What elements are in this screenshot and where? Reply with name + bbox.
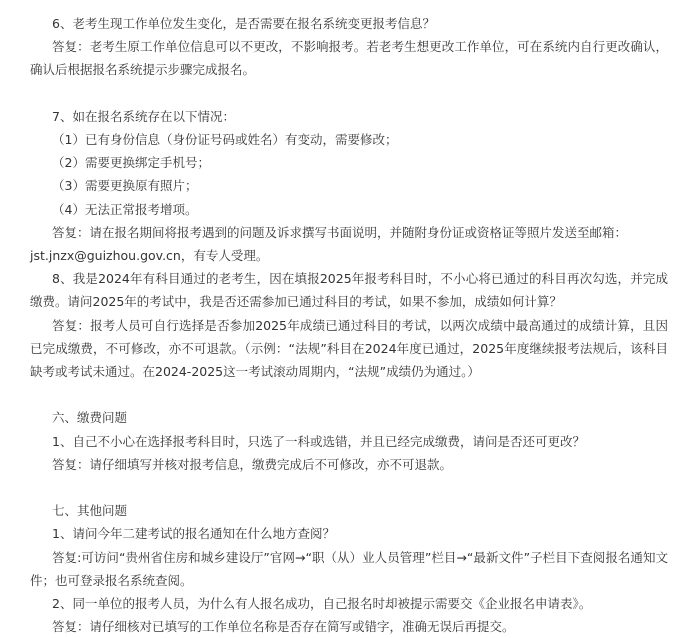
question-6: 6、老考生现工作单位发生变化，是否需要在报名系统变更报考信息？ [52,16,435,31]
other-question-1: 1、请问今年二建考试的报名通知在什么地方查阅？ [52,526,335,542]
question-7: 7、如在报名系统存在以下情况： [52,108,235,124]
question-7-item-1: （1）已有身份信息（身份证号码或姓名）有变动，需要修改； [52,132,398,147]
section-heading-other: 七、其他问题 [52,503,128,519]
answer-8: 答复：报考人员可自行选择是否参加2025年成绩已通过科目的考试，以两次成绩中最高通过的成绩计算，且因已完成缴费，不可修改，亦不可退款。（示例：“法规”科目在2024年度已通过，2025年度继续报考法规后，该科目缺考或考试未通过。在2024-2025这一考试滚动周期内，“法规”成绩仍为通过。） [30,317,668,380]
other-question-2: 2、同一单位的报考人员，为什么有人报名成功，自己报名时却被提示需要交《企业报名申请表》。 [52,596,592,612]
question-7-item-2: （2）需要更换绑定手机号； [52,155,210,171]
question-7-item-3: （3）需要更换原有照片； [52,178,198,194]
other-answer-2: 答复：请仔细核对已填写的工作单位名称是否存在简写或错字，准确无误后再提交。 [52,619,515,635]
blank-line [30,476,668,499]
payment-answer-1: 答复：请仔细填写并核对报考信息，缴费完成后不可修改，亦不可退款。 [52,456,453,472]
blank-line [30,383,668,406]
question-7-item-4: （4）无法正常报考增项。 [52,201,198,217]
payment-question-1: 1、自己不小心在选择报考科目时，只选了一科或选错，并且已经完成缴费，请问是否还可更改？ [52,433,585,449]
answer-7-email: jst.jnzx@guizhou.gov.cn，有专人受理。 [30,248,269,264]
answer-6: 答复：老考生原工作单位信息可以不更改，不影响报考。若老考生想更改工作单位，可在系统内自行更改确认，确认后根据报名系统提示步骤完成报名。 [30,39,668,78]
answer-7: 答复：请在报名期间将报考遇到的问题及诉求撰写书面说明，并随附身份证或资格证等照片发送至邮箱： [52,224,628,240]
section-heading-payment: 六、缴费问题 [52,410,128,426]
blank-line [30,82,668,105]
other-answer-1: 答复:可访问“贵州省住房和城乡建设厅”官网→“职（从）业人员管理”栏目→“最新文件”子栏目下查阅报名通知文件；也可登录报名系统查阅。 [30,549,668,588]
question-8: 8、我是2024年有科目通过的老考生，因在填报2025年报考科目时，不小心将已通过的科目再次勾选，并完成缴费。请问2025年的考试中，我是否还需参加已通过科目的考试，如果不参加，成绩如何计算？ [30,271,668,310]
document-body [30,12,668,638]
